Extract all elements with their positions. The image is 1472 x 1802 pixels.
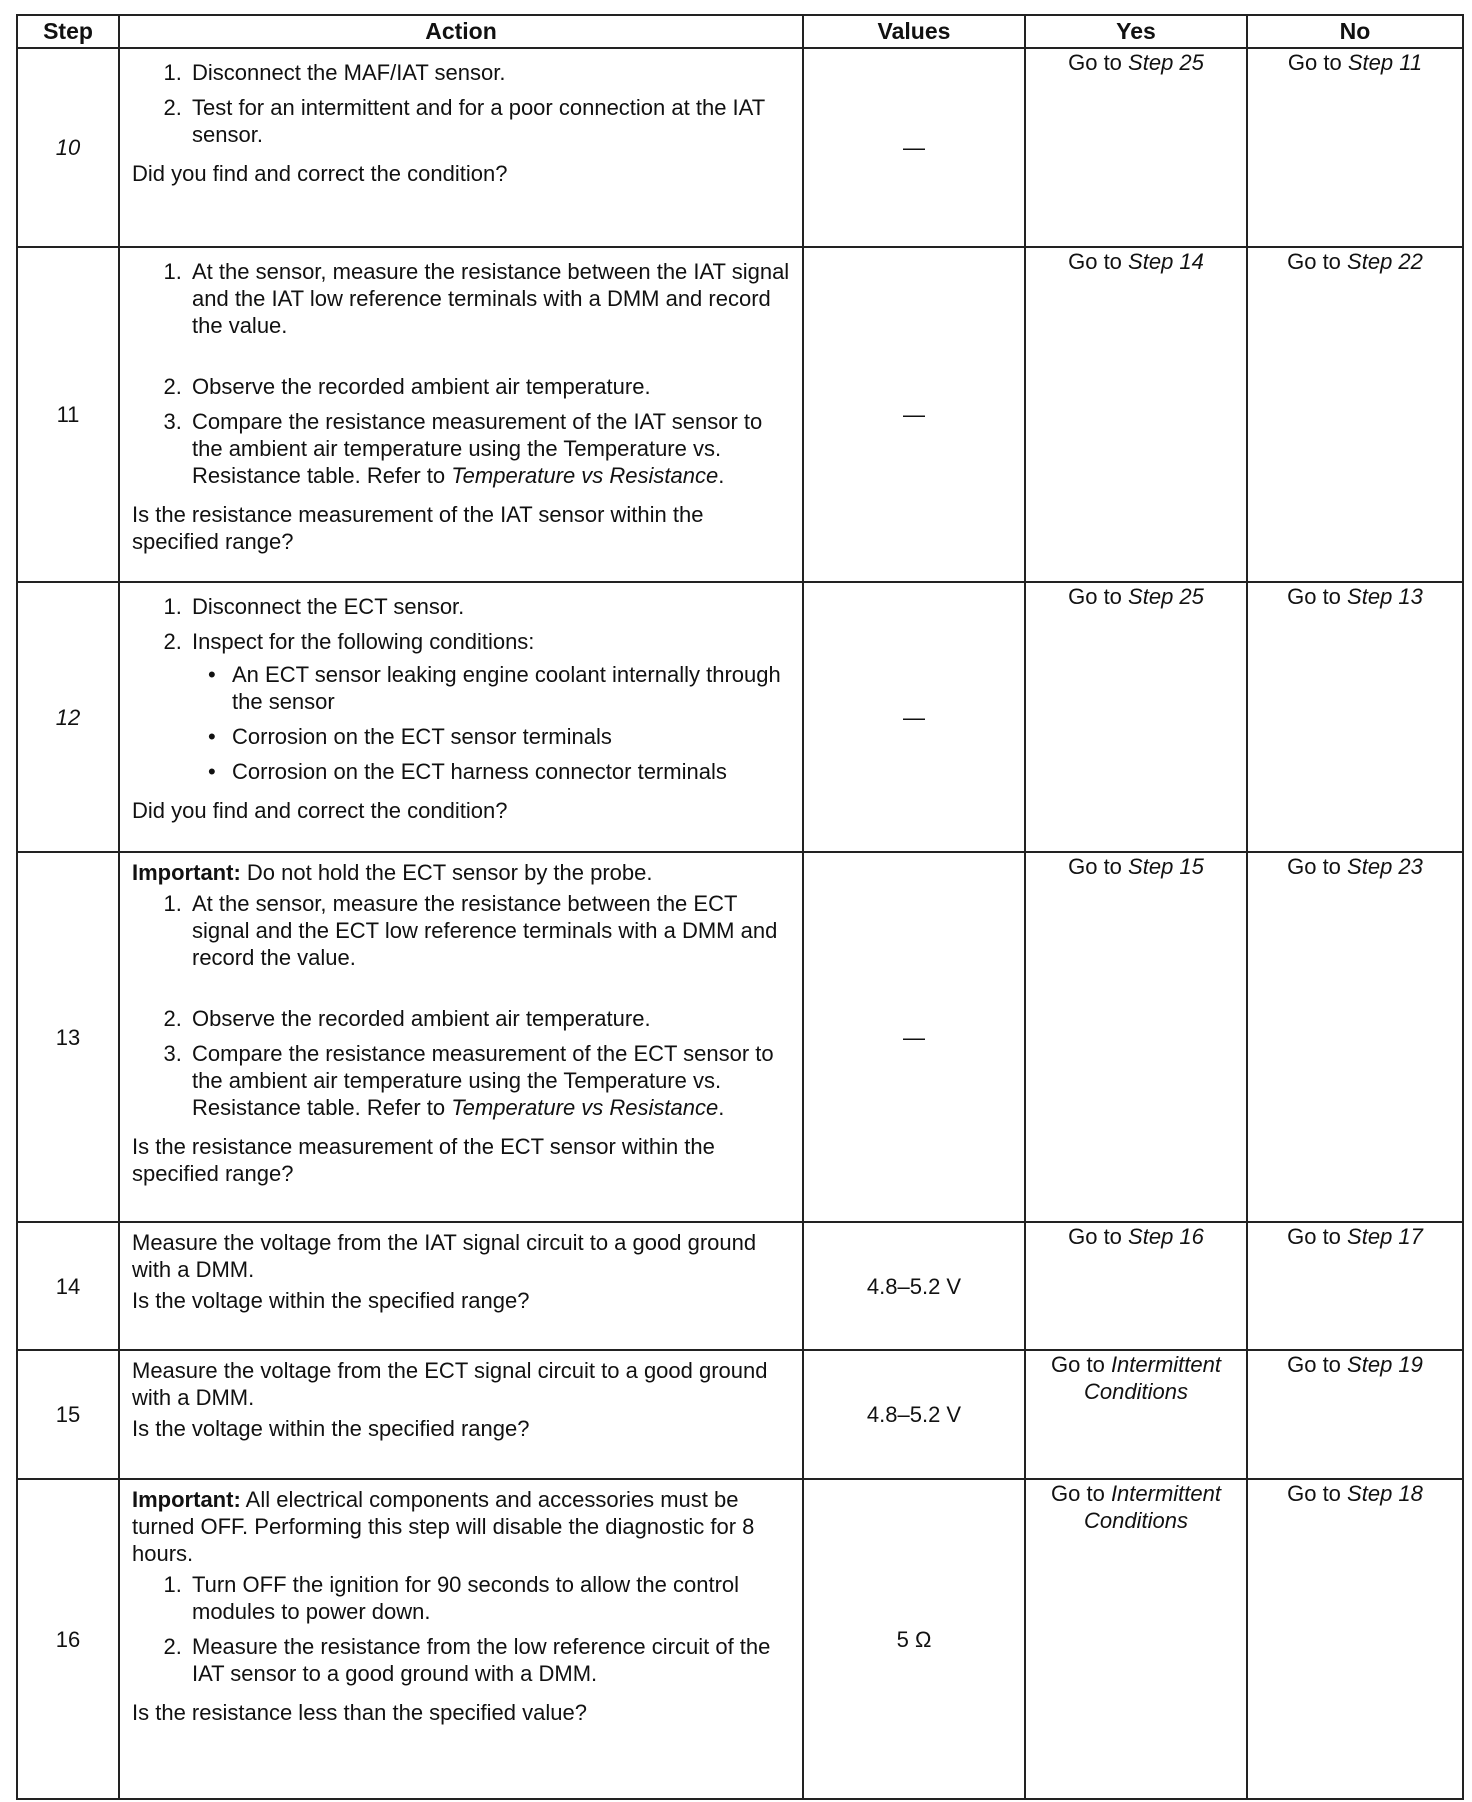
action-step-item: 1. At the sensor, measure the resistance between the IAT signal and the IAT low reference terminals with a DMM and record the value. — [188, 258, 792, 339]
action-steps — [132, 1571, 792, 1695]
no-target: Step 18 — [1347, 1481, 1423, 1506]
header-row — [17, 15, 1463, 48]
go-to-text: Go to — [1287, 1481, 1341, 1506]
no-target: Step 23 — [1347, 854, 1423, 879]
go-to-text: Go to — [1068, 50, 1122, 75]
go-to-text: Go to — [1287, 584, 1341, 609]
action-question: Did you find and correct the condition? — [132, 798, 508, 823]
header-no: No — [1247, 15, 1463, 48]
yes-cell — [1025, 48, 1247, 247]
step-number: 13 — [17, 852, 119, 1222]
action-cell — [119, 582, 803, 852]
step-number: 11 — [17, 247, 119, 582]
go-to-text: Go to — [1051, 1481, 1105, 1506]
yes-link[interactable] — [1030, 1223, 1242, 1250]
action-step-item — [188, 628, 792, 785]
reference-link[interactable]: Temperature vs Resistance — [451, 463, 719, 488]
reference-link[interactable]: Temperature vs Resistance — [451, 1095, 719, 1120]
go-to-text: Go to — [1287, 854, 1341, 879]
important-text: All electrical components and accessories must be turned OFF. Performing this step will disable the diagnostic for 8 hours. — [132, 1487, 755, 1566]
table-row-step-14 — [17, 1222, 1463, 1350]
action-question: Did you find and correct the condition? — [132, 161, 508, 186]
step-number: 10 — [17, 48, 119, 247]
action-step-item: 2. Test for an intermittent and for a poor connection at the IAT sensor. — [188, 94, 792, 148]
value-cell: 5 Ω — [803, 1479, 1025, 1799]
yes-link[interactable] — [1030, 248, 1242, 275]
yes-target: Intermittent Conditions — [1084, 1481, 1221, 1533]
action-step-item: 1. Disconnect the ECT sensor. — [188, 593, 792, 620]
no-link[interactable] — [1252, 1351, 1458, 1378]
no-link[interactable] — [1252, 1480, 1458, 1507]
go-to-text: Go to — [1068, 1224, 1122, 1249]
diagnostic-table — [16, 14, 1464, 1800]
step-number: 15 — [17, 1350, 119, 1479]
no-cell — [1247, 1350, 1463, 1479]
yes-target: Step 25 — [1128, 50, 1204, 75]
yes-target: Step 15 — [1128, 854, 1204, 879]
no-link[interactable] — [1252, 583, 1458, 610]
step-number: 14 — [17, 1222, 119, 1350]
action-question: Is the voltage within the specified range? — [132, 1416, 530, 1441]
no-cell — [1247, 1479, 1463, 1799]
value-cell: 4.8–5.2 V — [803, 1350, 1025, 1479]
important-text: Do not hold the ECT sensor by the probe. — [246, 860, 653, 885]
action-step-item: 3. Compare the resistance measurement of the IAT sensor to the ambient air temperature using the Temperature vs. Resistance table. Refer to Temperature vs Resistance. — [188, 408, 792, 489]
action-step-item: 2. Measure the resistance from the low reference circuit of the IAT sensor to a good ground with a DMM. — [188, 1633, 792, 1687]
value-cell: — — [803, 852, 1025, 1222]
action-cell — [119, 852, 803, 1222]
action-question: Is the resistance less than the specified value? — [132, 1700, 587, 1725]
header-step: Step — [17, 15, 119, 48]
condition-list — [192, 661, 792, 785]
action-step-item: 2. Observe the recorded ambient air temperature. — [188, 373, 792, 400]
condition-item: • Corrosion on the ECT sensor terminals — [228, 723, 792, 750]
header-values: Values — [803, 15, 1025, 48]
go-to-text: Go to — [1287, 249, 1341, 274]
action-step-item: 1. Turn OFF the ignition for 90 seconds to allow the control modules to power down. — [188, 1571, 792, 1625]
action-step-text: Compare the resistance measurement of the IAT sensor to the ambient air temperature using the Temperature vs. Resistance table. Refer to — [192, 409, 763, 488]
action-cell — [119, 1479, 803, 1799]
action-step-item: 2. Observe the recorded ambient air temperature. — [188, 1005, 792, 1032]
no-target: Step 19 — [1347, 1352, 1423, 1377]
value-cell: — — [803, 48, 1025, 247]
action-question: Is the resistance measurement of the ECT sensor within the specified range? — [132, 1134, 715, 1186]
action-step-item: 3. Compare the resistance measurement of the ECT sensor to the ambient air temperature using the Temperature vs. Resistance table. Refer to Temperature vs Resistance. — [188, 1040, 792, 1121]
no-link[interactable] — [1252, 49, 1458, 76]
go-to-text: Go to — [1287, 1352, 1341, 1377]
yes-target: Step 16 — [1128, 1224, 1204, 1249]
yes-link[interactable] — [1030, 853, 1242, 880]
header-yes: Yes — [1025, 15, 1247, 48]
yes-link[interactable] — [1030, 583, 1242, 610]
no-cell — [1247, 48, 1463, 247]
condition-item: • An ECT sensor leaking engine coolant internally through the sensor — [228, 661, 792, 715]
action-steps — [132, 258, 792, 497]
action-cell — [119, 1222, 803, 1350]
value-cell: 4.8–5.2 V — [803, 1222, 1025, 1350]
no-cell — [1247, 582, 1463, 852]
important-note — [132, 859, 792, 886]
value-cell: — — [803, 247, 1025, 582]
action-question: Is the voltage within the specified range? — [132, 1288, 530, 1313]
no-link[interactable] — [1252, 1223, 1458, 1250]
action-steps — [132, 59, 792, 156]
yes-target: Intermittent Conditions — [1084, 1352, 1221, 1404]
go-to-text: Go to — [1051, 1352, 1105, 1377]
yes-link[interactable] — [1030, 1351, 1242, 1405]
step-number: 12 — [17, 582, 119, 852]
action-steps — [132, 890, 792, 1129]
yes-cell — [1025, 582, 1247, 852]
value-cell: — — [803, 582, 1025, 852]
table-row-step-13 — [17, 852, 1463, 1222]
no-cell — [1247, 247, 1463, 582]
yes-link[interactable] — [1030, 49, 1242, 76]
yes-target: Step 25 — [1128, 584, 1204, 609]
action-cell — [119, 1350, 803, 1479]
action-cell — [119, 247, 803, 582]
go-to-text: Go to — [1287, 50, 1342, 75]
go-to-text: Go to — [1068, 854, 1122, 879]
go-to-text: Go to — [1068, 249, 1122, 274]
no-cell — [1247, 852, 1463, 1222]
action-question: Is the resistance measurement of the IAT sensor within the specified range? — [132, 502, 704, 554]
important-note — [132, 1486, 792, 1567]
yes-target: Step 14 — [1128, 249, 1204, 274]
yes-cell — [1025, 247, 1247, 582]
condition-item: • Corrosion on the ECT harness connector terminals — [228, 758, 792, 785]
no-target: Step 17 — [1347, 1224, 1423, 1249]
action-step-item: 1. Disconnect the MAF/IAT sensor. — [188, 59, 792, 86]
action-steps — [132, 593, 792, 793]
action-step-text: Compare the resistance measurement of the ECT sensor to the ambient air temperature using the Temperature vs. Resistance table. Refer to — [192, 1041, 774, 1120]
yes-cell — [1025, 1479, 1247, 1799]
yes-cell — [1025, 1222, 1247, 1350]
table-row-step-15 — [17, 1350, 1463, 1479]
header-action: Action — [119, 15, 803, 48]
action-text: Measure the voltage from the IAT signal circuit to a good ground with a DMM. — [132, 1230, 757, 1282]
no-link[interactable] — [1252, 248, 1458, 275]
no-link[interactable] — [1252, 853, 1458, 880]
yes-cell — [1025, 852, 1247, 1222]
important-label: Important: — [132, 1487, 241, 1512]
no-target: Step 22 — [1347, 249, 1423, 274]
go-to-text: Go to — [1068, 584, 1122, 609]
no-target: Step 13 — [1347, 584, 1423, 609]
table-row-step-16 — [17, 1479, 1463, 1799]
step-number: 16 — [17, 1479, 119, 1799]
table-row-step-12 — [17, 582, 1463, 852]
action-text: Measure the voltage from the ECT signal circuit to a good ground with a DMM. — [132, 1358, 768, 1410]
action-step-item: 1. At the sensor, measure the resistance between the ECT signal and the ECT low reference terminals with a DMM and record the value. — [188, 890, 792, 971]
go-to-text: Go to — [1287, 1224, 1341, 1249]
table-row-step-10 — [17, 48, 1463, 247]
action-step-text: Inspect for the following conditions: — [192, 629, 535, 654]
action-cell — [119, 48, 803, 247]
table-row-step-11 — [17, 247, 1463, 582]
yes-cell — [1025, 1350, 1247, 1479]
no-cell — [1247, 1222, 1463, 1350]
yes-link[interactable] — [1030, 1480, 1242, 1534]
no-target: Step 11 — [1347, 50, 1423, 75]
important-label: Important: — [132, 860, 241, 885]
